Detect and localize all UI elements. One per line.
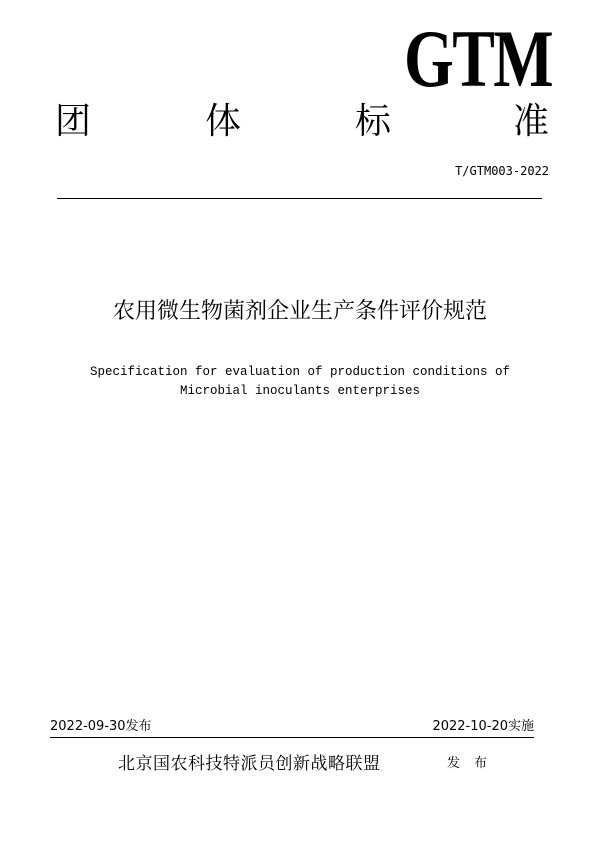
standard-type-char: 标 [355, 101, 392, 142]
document-title: 农用微生物菌剂企业生产条件评价规范 [112, 299, 487, 324]
implement-date: 2022-10-20实施 [432, 719, 534, 734]
standard-type-char: 准 [513, 101, 550, 142]
footer-divider [50, 737, 534, 738]
english-title-line-2: Microbial inoculants enterprises [179, 384, 421, 398]
english-title-line-1: Specification for evaluation of production conditions of [89, 365, 511, 379]
publish-date: 2022-09-30发布 [50, 719, 152, 734]
release-label: 发布 [447, 756, 502, 771]
standard-type-char: 团 [55, 101, 92, 142]
issuing-organization: 北京国农科技特派员创新战略联盟 [118, 754, 381, 774]
header-divider [57, 198, 542, 199]
standard-code: T/GTM003-2022 [455, 164, 549, 178]
standard-type-char: 体 [205, 101, 242, 142]
gtm-logo: GTM [404, 13, 553, 104]
